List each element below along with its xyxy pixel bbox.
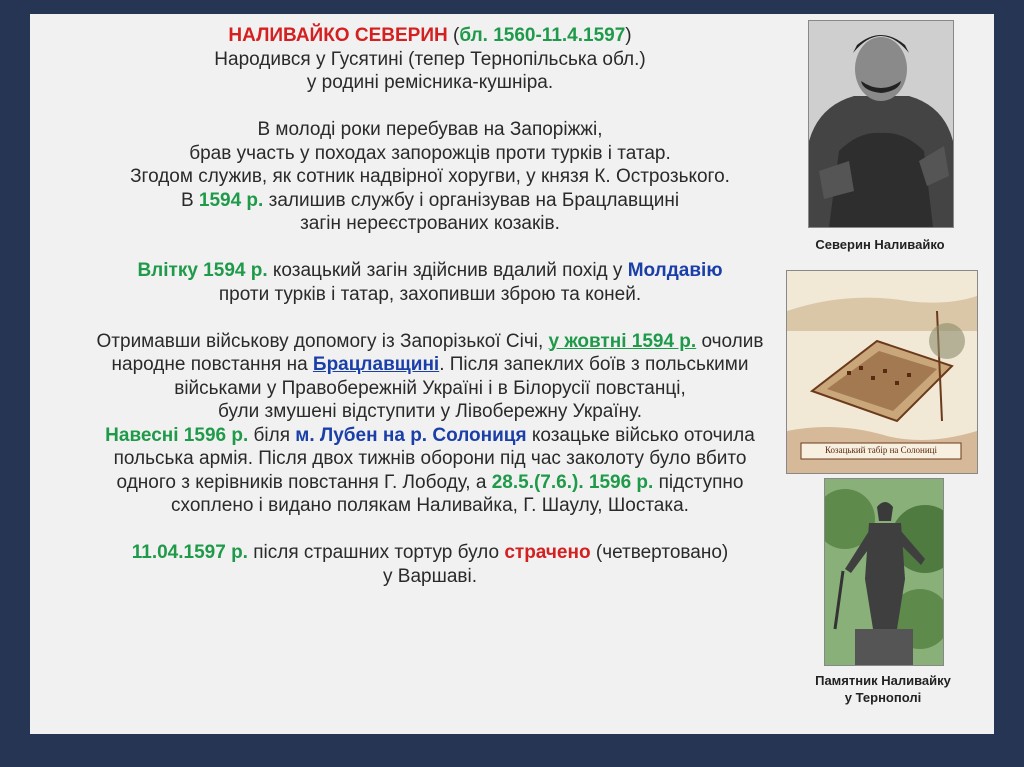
monument-drawing — [825, 479, 943, 665]
text-line: народне повстання на Брацлавщині. Після запеклих боїв з польськими — [111, 354, 749, 375]
place-highlight: Брацлавщині — [312, 354, 440, 375]
text-line: брав участь у походах запорожців проти турків і татар. — [189, 142, 671, 164]
date-highlight: Влітку 1594 р. — [137, 260, 268, 281]
date-highlight: 11.04.1597 р. — [131, 542, 248, 563]
battle-inscription: Козацький табір на Солониці — [824, 445, 938, 455]
text-line: у родині ремісника-кушніра. — [306, 72, 554, 93]
date-highlight: 28.5.(7.6.). 1596 р. — [491, 471, 654, 493]
text-line: Отримавши військову допомогу із Запорізької Січі, у жовтні 1594 р. очолив — [96, 330, 764, 352]
place-highlight: м. Лубен на р. Солониця — [295, 424, 527, 446]
text-line: одного з керівників повстання Г. Лободу, а 28.5.(7.6.). 1596 р. підступно — [116, 471, 744, 493]
text-line: проти турків і татар, захопивши зброю та коней. — [218, 283, 642, 305]
text-line: Влітку 1594 р. козацький загін здійснив вдалий похід у Молдавію — [137, 260, 723, 281]
battle-drawing — [787, 271, 977, 473]
monument-caption: Памятник Наливайку у Тернополі — [815, 673, 951, 705]
portrait-image — [808, 20, 954, 228]
biography-text — [60, 24, 800, 588]
text-line: 11.04.1597 р. після страшних тортур було страчено (четвертовано) — [131, 542, 729, 563]
portrait-drawing — [809, 21, 953, 227]
text-line: Згодом служив, як сотник надвірної хоругви, у князя К. Острозького. — [130, 166, 730, 187]
text-line: польська армія. Після двох тижнів оборони під час заколоту було вбито — [113, 448, 747, 469]
executed-highlight: страчено — [504, 542, 591, 563]
date-highlight: Навесні 1596 р. — [105, 424, 249, 446]
text-line: Народився у Гусятині (тепер Тернопільська обл.) — [214, 48, 646, 70]
title-name: НАЛИВАЙКО СЕВЕРИН — [228, 25, 448, 46]
slide — [30, 14, 994, 734]
text-line: загін нереєстрованих козаків. — [300, 213, 560, 234]
title-dates: бл. 1560-11.4.1597 — [459, 25, 626, 46]
text-line: у Варшаві. — [383, 565, 477, 587]
place-highlight: Молдавію — [627, 260, 723, 281]
date-highlight: у жовтні 1594 р. — [548, 330, 697, 352]
portrait-caption: Северин Наливайко — [815, 237, 945, 252]
text-line: В молоді роки перебував на Запоріжжі, — [257, 119, 603, 140]
date-highlight: 1594 р. — [198, 189, 264, 211]
text-line: були змушені відступити у Лівобережну Україну. — [218, 401, 642, 422]
monument-image — [824, 478, 944, 666]
battle-engraving-image — [786, 270, 978, 474]
text-line: В 1594 р. залишив службу і організував на Брацлавщині — [180, 189, 680, 211]
text-line: схоплено і видано полякам Наливайка, Г. Шаулу, Шостака. — [171, 495, 689, 516]
title-line: НАЛИВАЙКО СЕВЕРИН (бл. 1560-11.4.1597) — [228, 25, 632, 46]
text-line: військами у Правобережній Україні і в Білорусії повстанці, — [174, 377, 686, 399]
text-line: Навесні 1596 р. біля м. Лубен на р. Солониця козацьке військо оточила — [105, 424, 755, 446]
